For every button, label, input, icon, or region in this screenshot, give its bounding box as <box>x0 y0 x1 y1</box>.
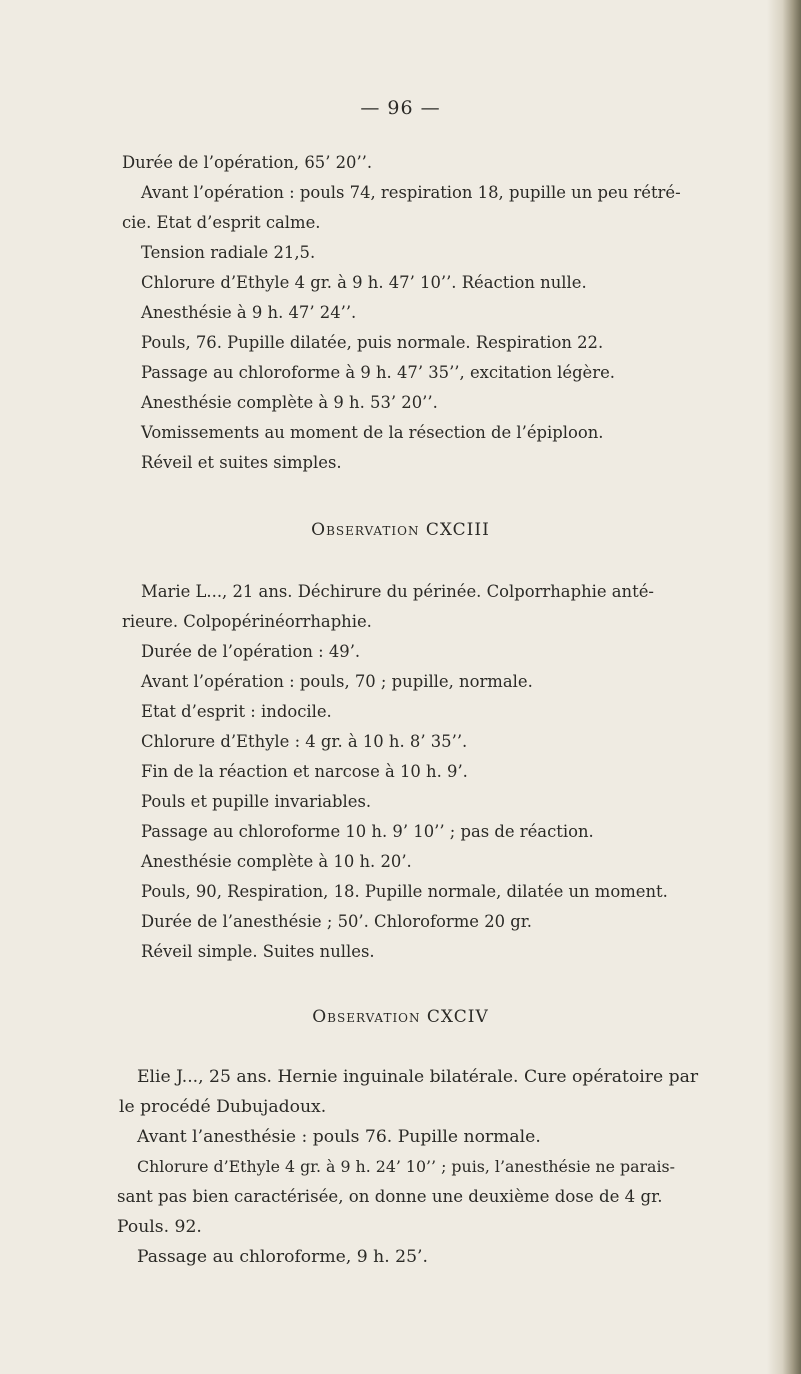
obs194-line-7: Passage au chloroforme, 9 h. 25’. <box>137 1247 428 1267</box>
obs193-line-11: Pouls, 90, Respiration, 18. Pupille normale, dilatée un moment. <box>141 882 668 901</box>
obs193-line-10: Anesthésie complète à 10 h. 20’. <box>141 852 412 871</box>
obs194-line-1: Elie J..., 25 ans. Hernie inguinale bilatérale. Cure opératoire par <box>137 1067 699 1087</box>
obs193-line-2: rieure. Colpopérinéorrhaphie. <box>122 612 372 631</box>
intro-line-11: Réveil et suites simples. <box>141 453 342 472</box>
intro-line-10: Vomissements au moment de la résection de l’épiploon. <box>141 423 604 442</box>
intro-line-4: Tension radiale 21,5. <box>141 243 316 262</box>
obs193-line-5: Etat d’esprit : indocile. <box>141 702 332 721</box>
obs193-line-12: Durée de l’anesthésie ; 50’. Chloroforme 20 gr. <box>141 912 532 931</box>
obs194-line-5: sant pas bien caractérisée, on donne une deuxième dose de 4 gr. <box>117 1187 663 1206</box>
obs194-line-3: Avant l’anesthésie : pouls 76. Pupille normale. <box>137 1127 541 1147</box>
page-edge-shadow <box>767 0 801 1374</box>
obs193-line-9: Passage au chloroforme 10 h. 9’ 10’’ ; pas de réaction. <box>141 822 594 841</box>
obs194-line-2: le procédé Dubujadoux. <box>119 1097 327 1117</box>
intro-line-6: Anesthésie à 9 h. 47’ 24’’. <box>141 303 357 322</box>
obs193-line-6: Chlorure d’Ethyle : 4 gr. à 10 h. 8’ 35’’. <box>141 732 468 751</box>
intro-line-9: Anesthésie complète à 9 h. 53’ 20’’. <box>141 393 438 412</box>
page-number: — 96 — <box>360 97 441 119</box>
intro-line-1: Durée de l’opération, 65’ 20’’. <box>122 153 373 172</box>
obs194-line-4: Chlorure d’Ethyle 4 gr. à 9 h. 24’ 10’’ ; puis, l’anesthésie ne parais- <box>137 1157 675 1176</box>
obs193-line-7: Fin de la réaction et narcose à 10 h. 9’. <box>141 762 468 781</box>
observation-heading-194: Observation CXCIV <box>312 1007 489 1027</box>
obs193-line-3: Durée de l’opération : 49’. <box>141 642 361 661</box>
intro-line-2: Avant l’opération : pouls 74, respiration 18, pupille un peu rétré- <box>141 183 681 202</box>
obs194-line-6: Pouls. 92. <box>117 1217 202 1237</box>
obs193-line-13: Réveil simple. Suites nulles. <box>141 942 375 961</box>
obs193-line-4: Avant l’opération : pouls, 70 ; pupille, normale. <box>141 672 533 691</box>
intro-line-8: Passage au chloroforme à 9 h. 47’ 35’’, excitation légère. <box>141 363 616 382</box>
observation-heading-193: Observation CXCIII <box>311 520 490 540</box>
intro-line-7: Pouls, 76. Pupille dilatée, puis normale. Respiration 22. <box>141 333 604 352</box>
obs193-line-8: Pouls et pupille invariables. <box>141 792 372 811</box>
intro-line-3: cie. Etat d’esprit calme. <box>122 213 321 232</box>
intro-line-5: Chlorure d’Ethyle 4 gr. à 9 h. 47’ 10’’. Réaction nulle. <box>141 273 587 292</box>
obs193-line-1: Marie L..., 21 ans. Déchirure du périnée. Colporrhaphie anté- <box>141 582 654 601</box>
